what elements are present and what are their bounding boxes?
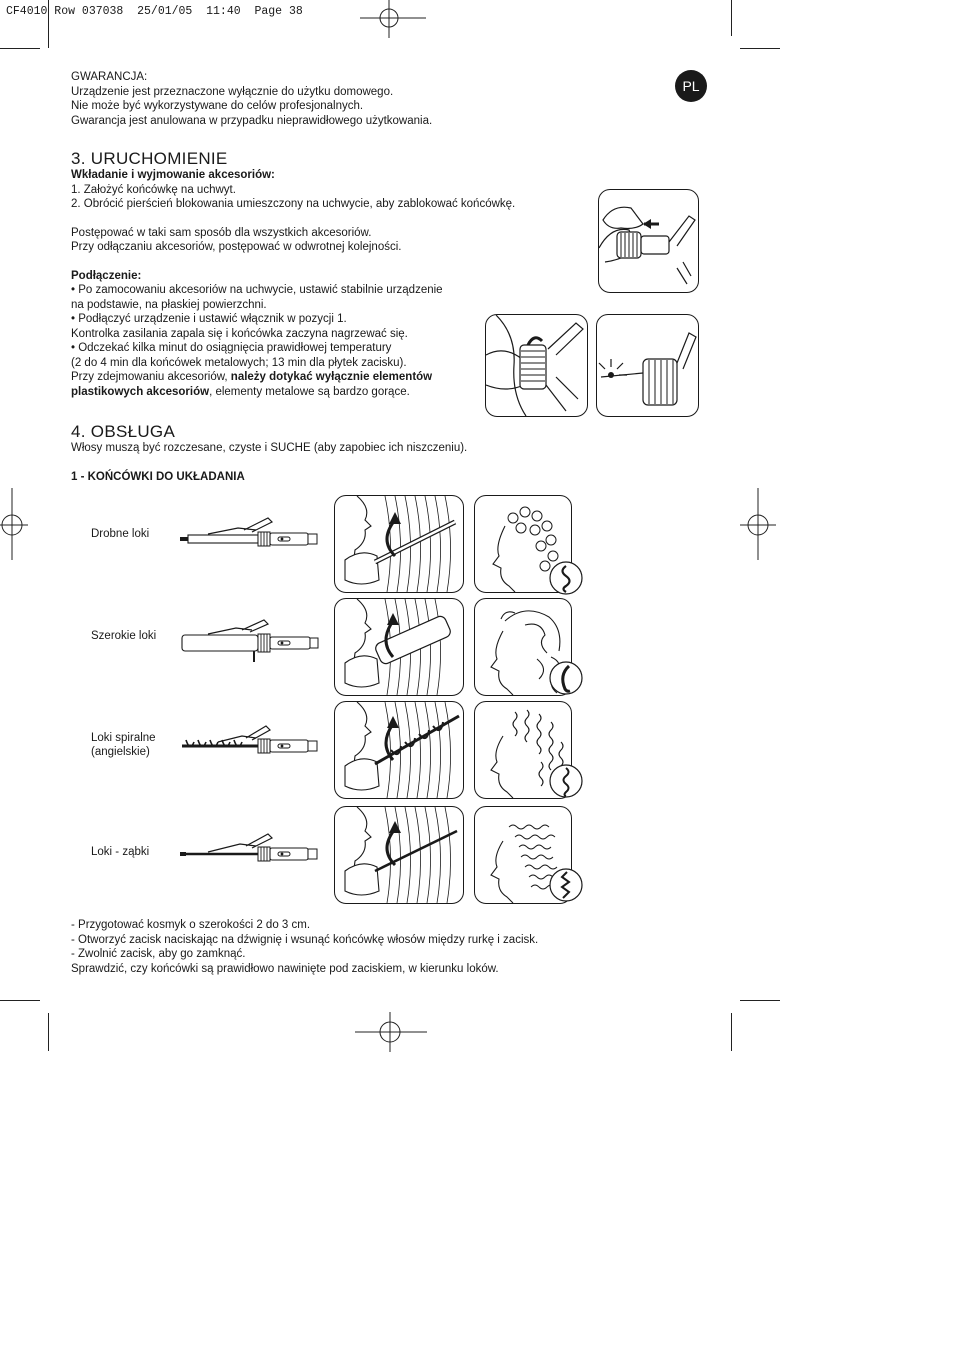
styling-step-large-curls xyxy=(334,598,464,696)
curling-tong-thin xyxy=(178,828,320,868)
step-line: 1. Założyć końcówkę na uchwyt. xyxy=(71,183,236,196)
instruction-line: - Przygotować kosmyk o szerokości 2 do 3 cm. xyxy=(71,919,311,931)
warning-text: Przy zdejmowaniu akcesoriów, xyxy=(71,371,231,383)
curl-type-label: Loki spiralne xyxy=(91,732,156,744)
paragraph-line: Przy odłączaniu akcesoriów, postępować w odwrotnej kolejności. xyxy=(71,241,402,253)
subheading-connection: Podłączenie: xyxy=(71,269,142,282)
curl-shape-icon xyxy=(549,868,583,902)
curling-tong-spiral xyxy=(178,720,320,760)
section-3-title: 3. URUCHOMIENIE xyxy=(71,149,228,168)
instruction-line: - Zwolnić zacisk, aby go zamknąć. xyxy=(71,948,246,960)
section-3-body xyxy=(71,168,515,399)
illustration-power-light xyxy=(596,314,699,417)
warranty-line: Urządzenie jest przeznaczone wyłącznie do użytku domowego. xyxy=(71,85,394,98)
curl-type-label: Drobne loki xyxy=(91,528,150,540)
illustration-place-on-stand xyxy=(485,314,588,417)
curl-type-label: Szerokie loki xyxy=(91,630,157,642)
registration-mark-right xyxy=(738,488,778,560)
registration-mark-bottom xyxy=(355,1012,430,1052)
curl-shape-icon xyxy=(549,661,583,695)
connection-line: (2 do 4 min dla końcówek metalowych; 13 min dla płytek zacisku). xyxy=(71,356,407,369)
warranty-line: Nie może być wykorzystywane do celów profesjonalnych. xyxy=(71,100,364,112)
language-badge: PL xyxy=(675,70,707,102)
connection-line: na podstawie, na płaskiej powierzchni. xyxy=(71,298,267,311)
illustration-attach-accessory xyxy=(598,189,699,293)
warning-bold: należy dotykać wyłącznie elementów xyxy=(230,371,433,383)
subheading-accessories: Wkładanie i wyjmowanie akcesoriów: xyxy=(71,169,275,181)
styling-step-crimped-curls xyxy=(334,806,464,904)
curling-tong-small xyxy=(178,512,320,552)
styling-step-small-curls xyxy=(334,495,464,593)
styling-step-spiral-curls xyxy=(334,701,464,799)
instruction-line: - Otworzyć zacisk naciskając na dźwignię i wsunąć końcówkę włosów między rurkę i zacisk. xyxy=(71,933,539,946)
warning-line-2 xyxy=(71,385,515,400)
curl-type-label: Loki - ząbki xyxy=(91,846,150,858)
warranty-block xyxy=(71,70,432,128)
warranty-heading: GWARANCJA: xyxy=(71,71,148,83)
curl-type-label-sub: (angielskie) xyxy=(91,746,150,758)
warning-line-1 xyxy=(71,370,515,385)
instruction-line: Sprawdzić, czy końcówki są prawidłowo nawinięte pod zaciskiem, w kierunku loków. xyxy=(71,962,499,975)
connection-line: • Odczekać kilka minut do osiągnięcia prawidłowej temperatury xyxy=(71,342,392,354)
connection-line: • Podłączyć urządzenie i ustawić włącznik w pozycji 1. xyxy=(71,313,347,325)
styling-instructions xyxy=(71,918,538,976)
warranty-line: Gwarancja jest anulowana w przypadku nieprawidłowego użytkowania. xyxy=(71,114,433,127)
curl-shape-icon xyxy=(549,561,583,595)
curling-tong-large xyxy=(178,614,320,664)
print-slug: CF4010 Row 037038 25/01/05 11:40 Page 38 xyxy=(6,5,303,18)
section-4-intro: Włosy muszą być rozczesane, czyste i SUCHE (aby zapobiec ich niszczeniu). xyxy=(71,442,468,454)
connection-line: Kontrolka zasilania zapala się i końcówka zaczyna nagrzewać się. xyxy=(71,327,408,340)
section-4-title: 4. OBSŁUGA xyxy=(71,422,176,441)
subheading-styling-tips: 1 - KOŃCÓWKI DO UKŁADANIA xyxy=(71,471,245,483)
registration-mark-top xyxy=(360,0,430,40)
curl-shape-icon xyxy=(549,764,583,798)
paragraph-line: Postępować w taki sam sposób dla wszystkich akcesoriów. xyxy=(71,226,372,239)
step-line: 2. Obrócić pierścień blokowania umieszczony na uchwycie, aby zablokować końcówkę. xyxy=(71,198,516,210)
registration-mark-left xyxy=(0,488,30,560)
connection-line: • Po zamocowaniu akcesoriów na uchwycie, ustawić stabilnie urządzenie xyxy=(71,284,443,296)
warning-text: , elementy metalowe są bardzo gorące. xyxy=(209,385,410,398)
warning-bold: plastikowych akcesoriów xyxy=(71,385,210,398)
